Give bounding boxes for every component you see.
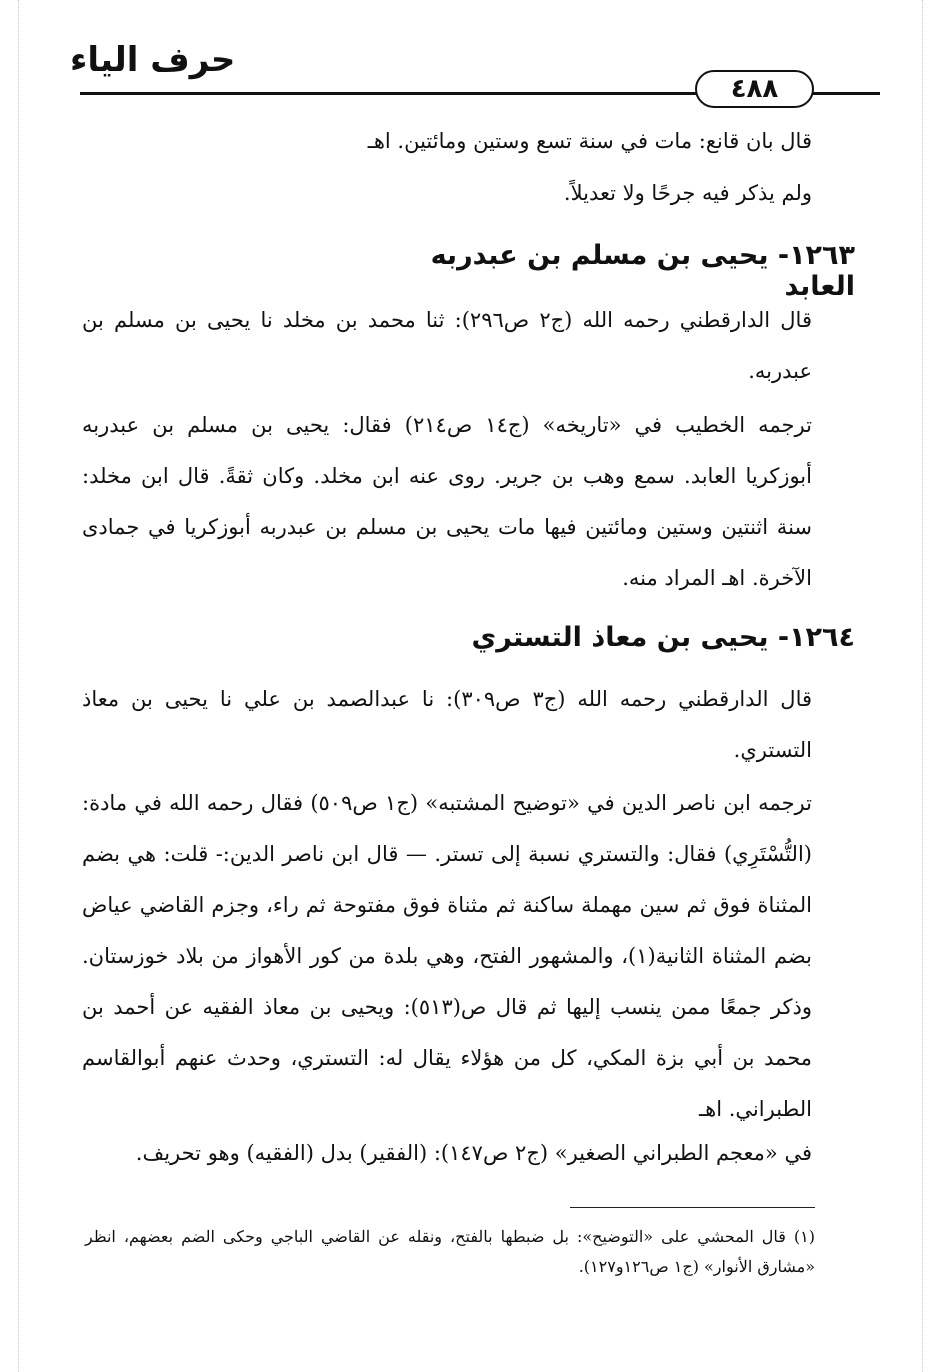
paragraph: ولم يذكر فيه جرحًا ولا تعديلاً.	[563, 181, 812, 205]
paragraph: قال الدارقطني رحمه الله (ج٢ ص٢٩٦): ثنا محمد بن مخلد نا يحيى بن مسلم بن عبدربه.	[82, 308, 812, 383]
paragraph: ترجمه ابن ناصر الدين في «توضيح المشتبه» (ج١ ص٥٠٩) فقال رحمه الله في مادة: (التُّسْتَرِي) فقال: والتستري نسبة إلى تستر. — قال ابن ناصر الدين:- قلت: هي بضم المثناة فوق ثم سين مهملة ساكنة ثم مثناة فوق مفتوحة ثم راء، وجزم القاضي عياض بضم المثناة الثانية(١)، والمشهور الفتح، وهي بلدة من كور الأهواز من بلاد خوزستان. وذكر جمعًا ممن ينسب إليها ثم قال ص(٥١٣): ويحيى بن معاذ الفقيه عن أحمد بن محمد بن أبي بزة المكي، كل من هؤلاء يقال له: التستري، وحدث عنهم أبوالقاسم الطبراني. اهـ	[82, 791, 812, 1121]
footnote: (١) قال المحشي على «التوضيح»: بل ضبطها بالفتح، ونقله عن القاضي الباجي وحكى الضم بعضهم، انظر «مشارق الأنوار» (ج١ ص١٢٦و١٢٧).	[85, 1227, 815, 1276]
chapter-title: حرف الياء	[70, 40, 236, 80]
page-number: ٤٨٨	[695, 70, 814, 108]
page-edge-dots	[18, 0, 19, 1372]
paragraph: في «معجم الطبراني الصغير» (ج٢ ص١٤٧): (الفقير) بدل (الفقيه) وهو تحريف.	[135, 1141, 812, 1165]
page-edge-dots	[922, 0, 923, 1372]
entry-heading-1263: ١٢٦٣- يحيى بن مسلم بن عبدربه العابد	[430, 240, 855, 302]
paragraph: قال بان قانع: مات في سنة تسع وستين ومائتين. اهـ	[367, 129, 812, 153]
footnote-rule	[570, 1207, 815, 1208]
paragraph: ترجمه الخطيب في «تاريخه» (ج١٤ ص٢١٤) فقال: يحيى بن مسلم بن عبدربه أبوزكريا العابد. سمع وهب بن جرير. روى عنه ابن مخلد. وكان ثقةً. قال ابن مخلد: سنة اثنتين وستين ومائتين فيها مات يحيى بن مسلم بن عبدربه أبوزكريا في جمادى الآخرة. اهـ المراد منه.	[82, 413, 812, 590]
paragraph: قال الدارقطني رحمه الله (ج٣ ص٣٠٩): نا عبدالصمد بن علي نا يحيى بن معاذ التستري.	[82, 687, 813, 762]
entry-heading-1264: ١٢٦٤- يحيى بن معاذ التستري	[471, 622, 855, 653]
